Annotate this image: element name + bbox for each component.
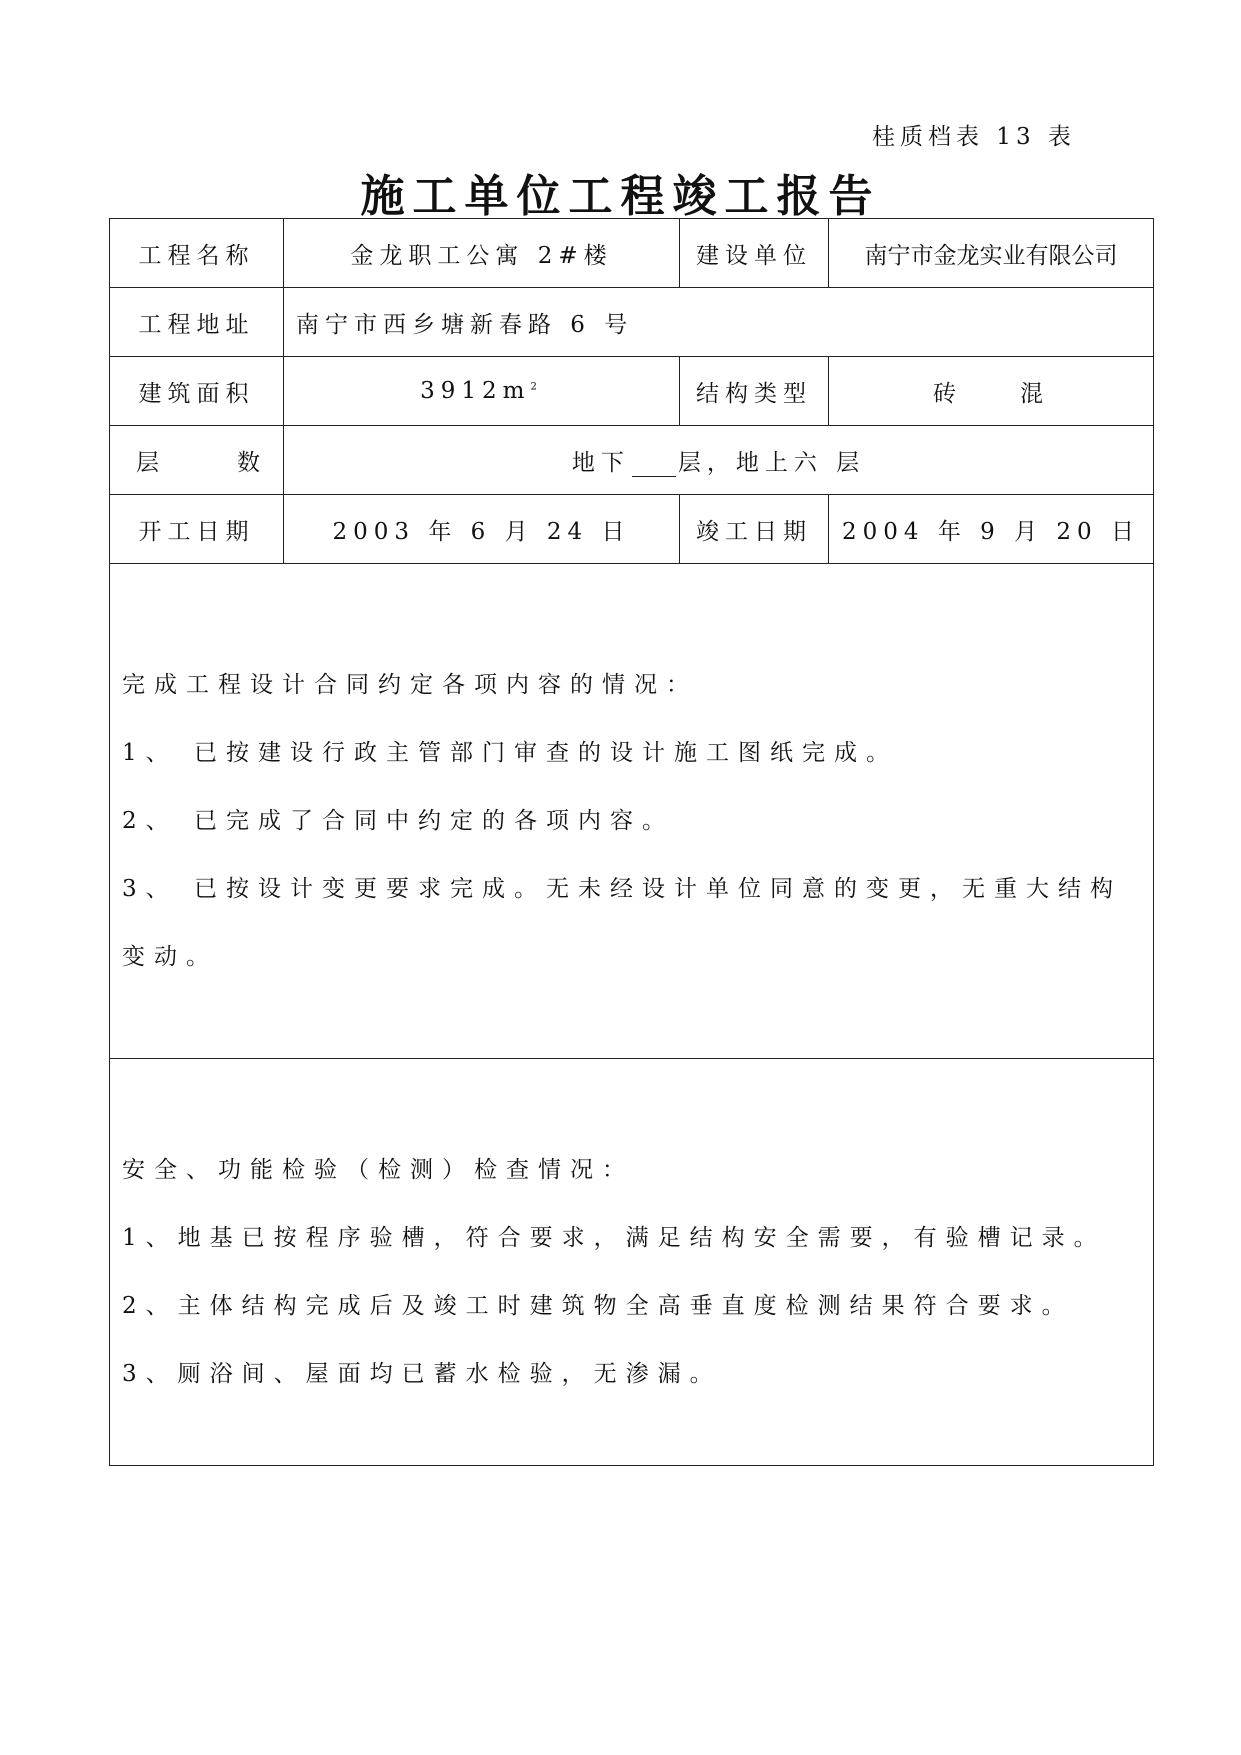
row-address [110,288,1154,357]
structure-label: 结构类型 [680,357,829,426]
area-value [284,357,680,426]
start-date-value: 2003 年 6 月 24 日 [284,495,680,564]
row-dates [110,495,1154,564]
floors-label [110,426,284,495]
form-code: 桂质档表 13 表 [872,124,1076,150]
row-area [110,357,1154,426]
floors-label-b: 数 [237,449,266,476]
area-label: 建筑面积 [110,357,284,426]
floors-prefix: 地下 [571,449,630,476]
address-value: 南宁市西乡塘新春路 6 号 [284,288,1154,357]
document-title: 施工单位工程竣工报告 [360,171,881,222]
floors-value [284,426,1154,495]
safety-inspection-heading: 安全、功能检验（检测）检查情况： [122,1157,634,1183]
design-item: 3、 已按设计变更要求完成。无未经设计单位同意的变更，无重大结构变动。 [122,876,1122,970]
address-label: 工程地址 [110,288,284,357]
start-date-label: 开工日期 [110,495,284,564]
area-number: 3912m [420,378,531,404]
design-completion-section [110,564,1154,1059]
row-safety-inspection [110,1059,1154,1466]
project-name-value: 金龙职工公寓 2#楼 [284,219,680,288]
finish-date-label: 竣工日期 [680,495,829,564]
structure-value: 砖 混 [829,357,1154,426]
builder-label: 建设单位 [680,219,829,288]
underground-floors-blank [632,454,676,477]
row-design-completion [110,564,1154,1059]
safety-item: 3、厕浴间、屋面均已蓄水检验，无渗漏。 [122,1361,722,1387]
area-unit-superscript: 2 [530,381,543,393]
row-floors [110,426,1154,495]
finish-date-value: 2004 年 9 月 20 日 [829,495,1154,564]
design-item: 1、 已按建设行政主管部门审查的设计施工图纸完成。 [122,740,898,766]
project-name-label: 工程名称 [110,219,284,288]
floors-suffix: 层，地上六 层 [677,449,866,476]
safety-item: 2、主体结构完成后及竣工时建筑物全高垂直度检测结果符合要求。 [122,1293,1074,1319]
design-item: 2、 已完成了合同中约定的各项内容。 [122,808,674,834]
safety-item: 1、地基已按程序验槽，符合要求，满足结构安全需要，有验槽记录。 [122,1225,1106,1251]
row-project-name [110,219,1154,288]
report-table [109,218,1154,1466]
builder-value: 南宁市金龙实业有限公司 [829,219,1154,288]
floors-label-a: 层 [136,449,165,476]
design-completion-heading: 完成工程设计合同约定各项内容的情况： [122,672,698,698]
safety-inspection-section [110,1059,1154,1466]
